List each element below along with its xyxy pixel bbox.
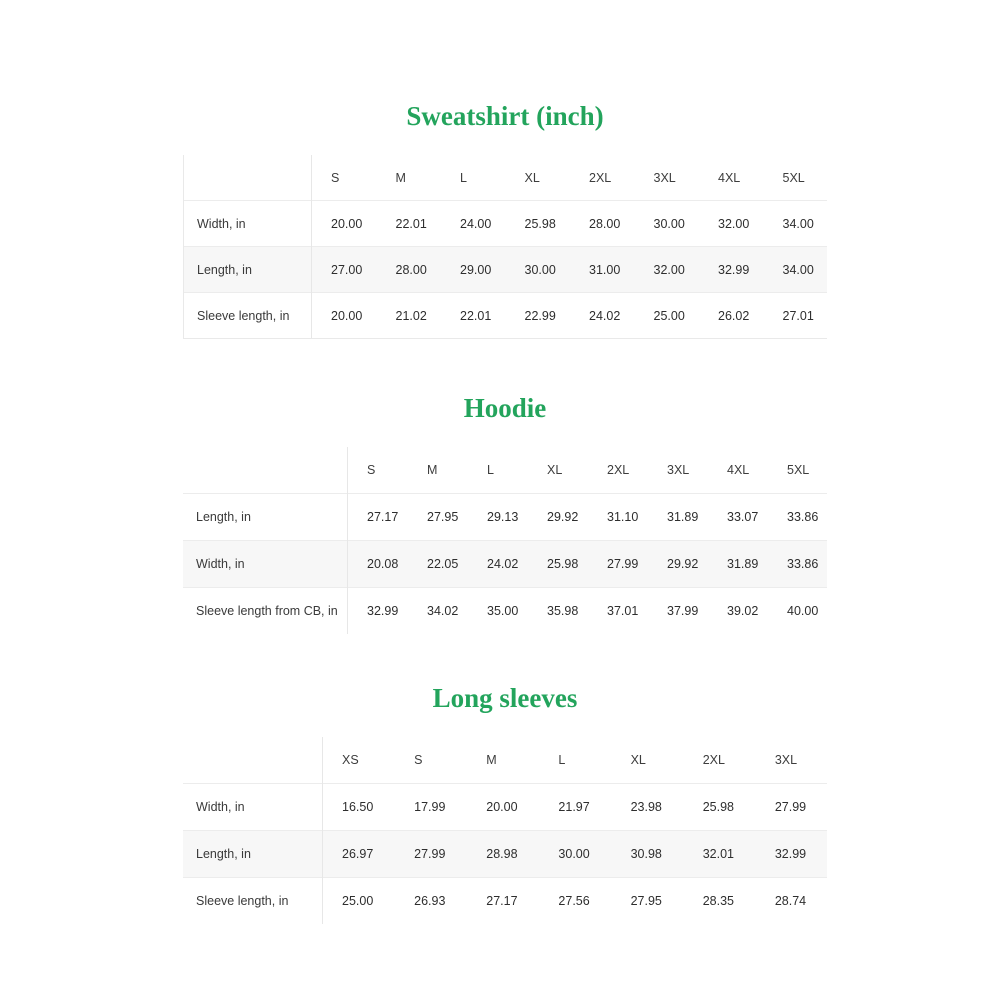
measurement-value-cell: 26.97: [342, 847, 374, 861]
measurement-value-cell: 27.56: [558, 894, 590, 908]
measurement-value-cell: 27.99: [774, 800, 807, 814]
measurement-value-cell: 22.99: [524, 308, 556, 323]
size-header-cell: S: [367, 463, 376, 477]
measurement-value-cell: 31.00: [589, 262, 621, 277]
hoodie-size-table: [183, 447, 827, 634]
measurement-value-cell: 30.00: [524, 262, 556, 277]
measurement-row-label: Width, in: [197, 216, 246, 231]
hoodie-size-chart-section: [183, 392, 827, 634]
measurement-row-label: Sleeve length, in: [196, 894, 289, 908]
measurement-row: [183, 587, 827, 634]
measurement-value-cell: 27.95: [427, 510, 459, 524]
measurement-value-cell: 16.50: [342, 800, 374, 814]
measurement-value-cell: 32.00: [718, 216, 750, 231]
measurement-value-cell: 28.00: [395, 262, 427, 277]
measurement-value-cell: 34.02: [427, 604, 459, 618]
measurement-value-cell: 39.02: [727, 604, 759, 618]
measurement-value-cell: 22.01: [460, 308, 492, 323]
size-header-cell: 2XL: [607, 463, 630, 477]
measurement-row: [183, 493, 827, 540]
measurement-value-cell: 17.99: [414, 800, 446, 814]
measurement-value-cell: 35.00: [487, 604, 519, 618]
size-header-cell: M: [486, 753, 497, 767]
measurement-value-cell: 24.00: [460, 216, 492, 231]
measurement-value-cell: 30.00: [558, 847, 590, 861]
measurement-row: [183, 877, 827, 924]
measurement-value-cell: 40.00: [787, 604, 819, 618]
measurement-row: [184, 246, 827, 292]
size-header-cell: XL: [630, 753, 646, 767]
size-header-cell: XL: [524, 170, 540, 185]
measurement-row: [184, 200, 827, 246]
size-header-cell: 3XL: [774, 753, 798, 767]
measurement-value-cell: 32.99: [718, 262, 750, 277]
size-header-cell: 4XL: [718, 170, 741, 185]
size-header-cell: 2XL: [702, 753, 725, 767]
measurement-value-cell: 35.98: [547, 604, 579, 618]
measurement-value-cell: 20.00: [331, 216, 363, 231]
measurement-value-cell: 29.00: [460, 262, 492, 277]
measurement-row-label: Width, in: [196, 800, 245, 814]
measurement-value-cell: 32.99: [367, 604, 399, 618]
size-header-cell: 3XL: [653, 170, 676, 185]
measurement-value-cell: 27.95: [630, 894, 662, 908]
measurement-value-cell: 27.99: [414, 847, 446, 861]
measurement-value-cell: 28.74: [774, 894, 807, 908]
measurement-value-cell: 29.13: [487, 510, 519, 524]
size-header-cell: XL: [547, 463, 563, 477]
measurement-value-cell: 31.89: [667, 510, 699, 524]
measurement-value-cell: 24.02: [589, 308, 621, 323]
measurement-value-cell: 22.01: [395, 216, 427, 231]
measurement-value-cell: 27.17: [367, 510, 399, 524]
size-header-cell: L: [460, 170, 467, 185]
measurement-row-label: Length, in: [196, 510, 251, 524]
size-header-cell: 5XL: [782, 170, 805, 185]
measurement-value-cell: 27.00: [331, 262, 363, 277]
size-header-cell: 3XL: [667, 463, 690, 477]
measurement-value-cell: 28.00: [589, 216, 621, 231]
size-header-cell: L: [558, 753, 566, 767]
size-header-cell: XS: [342, 753, 359, 767]
measurement-value-cell: 31.10: [607, 510, 639, 524]
size-header-cell: L: [487, 463, 494, 477]
measurement-value-cell: 33.86: [787, 510, 819, 524]
measurement-value-cell: 29.92: [547, 510, 579, 524]
measurement-value-cell: 34.00: [782, 262, 814, 277]
sweatshirt-chart-title: Sweatshirt (inch): [406, 101, 604, 131]
size-header-row: [183, 737, 827, 783]
measurement-value-cell: 25.00: [653, 308, 685, 323]
label-column-separator: [322, 737, 323, 924]
measurement-value-cell: 29.92: [667, 557, 699, 571]
measurement-value-cell: 33.86: [787, 557, 819, 571]
measurement-value-cell: 27.99: [607, 557, 639, 571]
size-header-cell: M: [395, 170, 406, 185]
measurement-value-cell: 20.08: [367, 557, 399, 571]
measurement-value-cell: 24.02: [487, 557, 519, 571]
hoodie-chart-title: Hoodie: [463, 393, 547, 423]
measurement-value-cell: 27.01: [782, 308, 814, 323]
measurement-value-cell: 32.99: [774, 847, 807, 861]
measurement-row-label: Length, in: [197, 262, 252, 277]
measurement-row: [183, 540, 827, 587]
measurement-value-cell: 32.00: [653, 262, 685, 277]
long-sleeves-size-chart-section: [183, 682, 827, 924]
size-header-cell: 4XL: [727, 463, 750, 477]
measurement-row-label: Sleeve length, in: [197, 308, 290, 323]
measurement-value-cell: 25.00: [342, 894, 374, 908]
measurement-value-cell: 26.93: [414, 894, 446, 908]
measurement-value-cell: 22.05: [427, 557, 459, 571]
measurement-value-cell: 25.98: [547, 557, 579, 571]
size-header-cell: S: [331, 170, 340, 185]
size-header-row: [183, 447, 827, 493]
long-sleeves-size-table: [183, 737, 827, 924]
measurement-value-cell: 25.98: [524, 216, 556, 231]
measurement-value-cell: 28.35: [702, 894, 734, 908]
measurement-row: [183, 830, 827, 877]
measurement-value-cell: 27.17: [486, 894, 518, 908]
sweatshirt-size-table: [183, 155, 827, 339]
measurement-row: [184, 292, 827, 338]
measurement-value-cell: 28.98: [486, 847, 518, 861]
measurement-value-cell: 20.00: [331, 308, 363, 323]
measurement-value-cell: 25.98: [702, 800, 734, 814]
size-header-cell: S: [414, 753, 423, 767]
measurement-value-cell: 32.01: [702, 847, 734, 861]
label-column-separator: [347, 447, 348, 634]
measurement-row-label: Length, in: [196, 847, 251, 861]
sweatshirt-size-chart-section: [183, 100, 827, 339]
measurement-value-cell: 21.97: [558, 800, 590, 814]
size-header-row: [184, 155, 827, 200]
measurement-row-label: Width, in: [196, 557, 245, 571]
label-column-separator: [311, 155, 312, 338]
measurement-value-cell: 33.07: [727, 510, 759, 524]
size-header-cell: 2XL: [589, 170, 612, 185]
measurement-value-cell: 34.00: [782, 216, 814, 231]
measurement-value-cell: 30.00: [653, 216, 685, 231]
measurement-value-cell: 20.00: [486, 800, 518, 814]
measurement-value-cell: 30.98: [630, 847, 662, 861]
measurement-row-label: Sleeve length from CB, in: [196, 604, 338, 618]
measurement-value-cell: 21.02: [395, 308, 427, 323]
size-header-cell: 5XL: [787, 463, 810, 477]
measurement-value-cell: 37.01: [607, 604, 639, 618]
measurement-value-cell: 26.02: [718, 308, 750, 323]
measurement-value-cell: 37.99: [667, 604, 699, 618]
measurement-value-cell: 23.98: [630, 800, 662, 814]
size-header-cell: M: [427, 463, 438, 477]
measurement-row: [183, 783, 827, 830]
measurement-value-cell: 31.89: [727, 557, 759, 571]
long-sleeves-chart-title: Long sleeves: [432, 683, 578, 713]
